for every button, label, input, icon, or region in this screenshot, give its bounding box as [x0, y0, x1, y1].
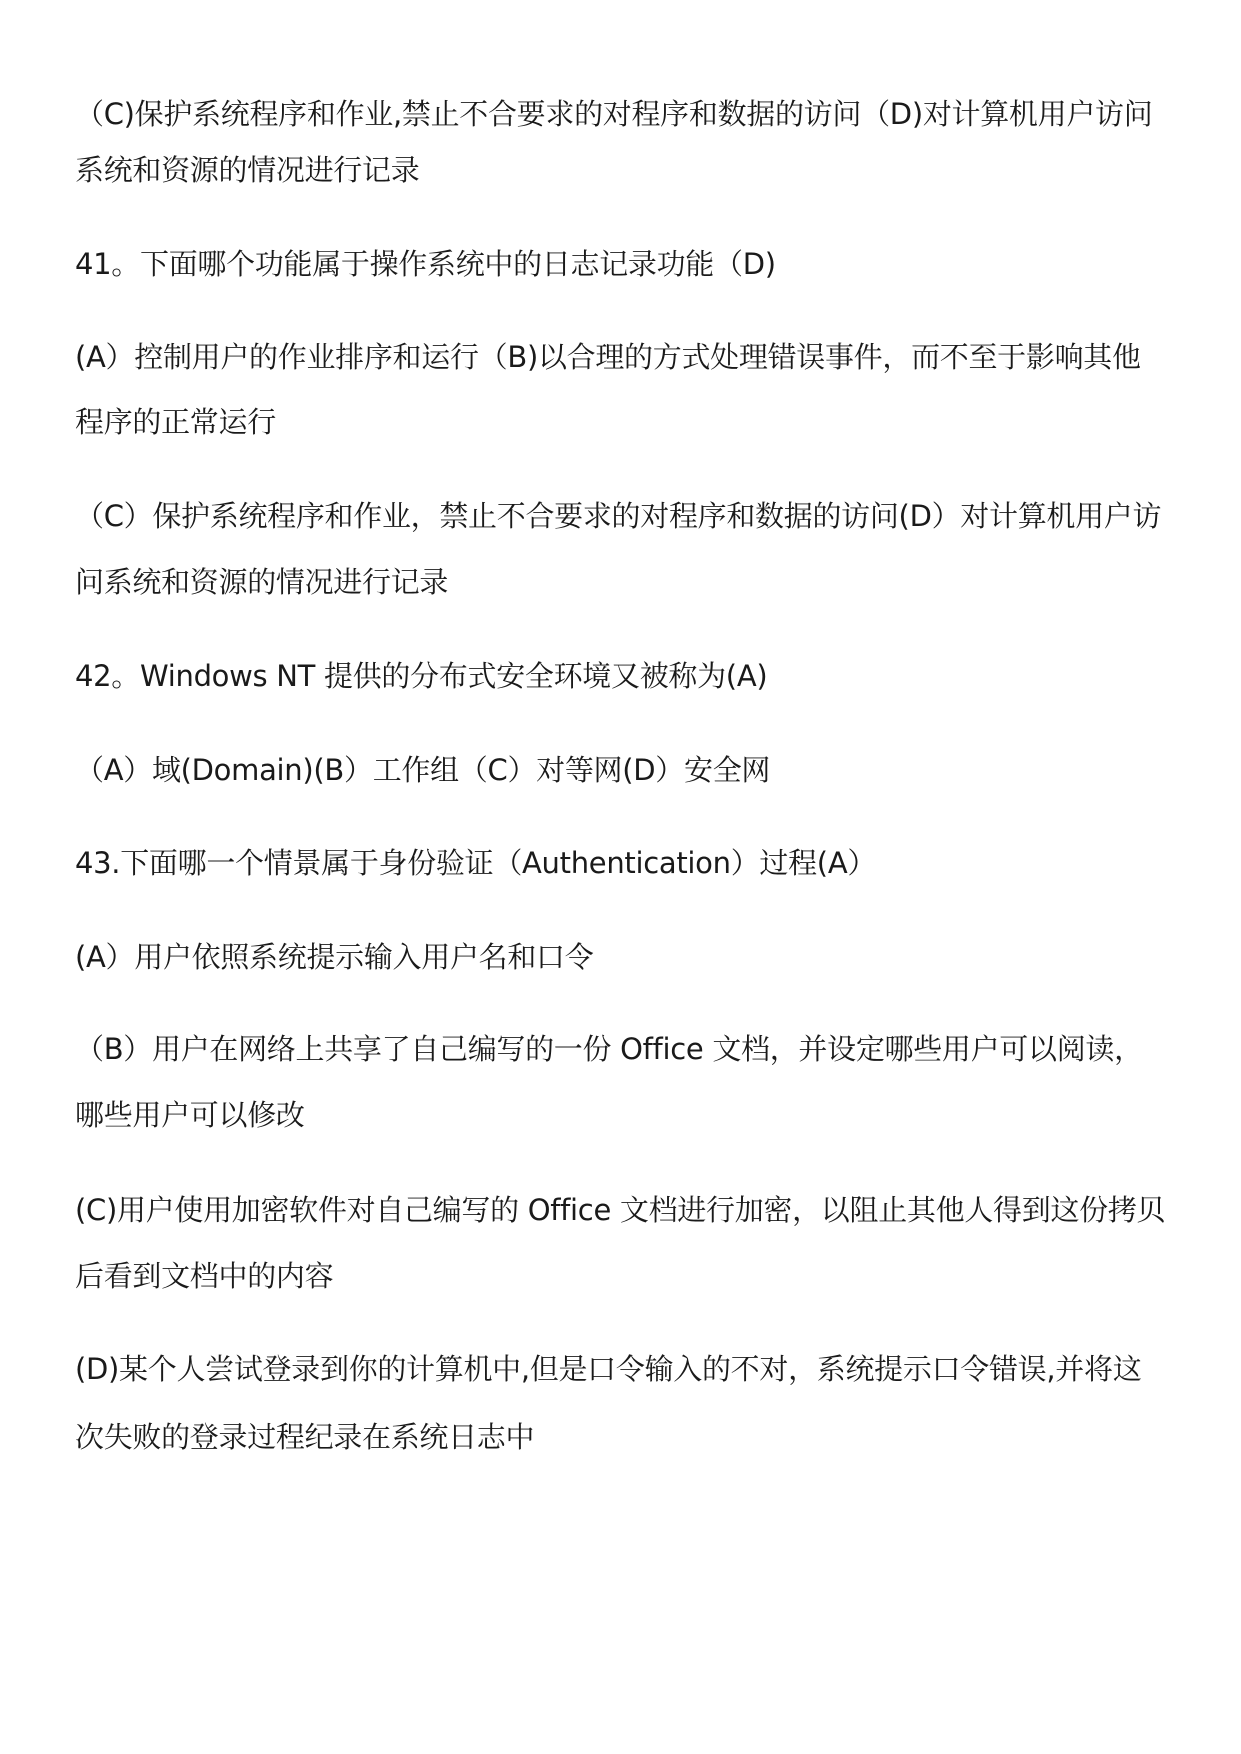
q43-option-a: (A）用户依照系统提示输入用户名和口令 — [75, 940, 594, 974]
option-c-line-2: 系统和资源的情况进行记录 — [75, 153, 420, 187]
q41-option-ab-line-1: (A）控制用户的作业排序和运行（B)以合理的方式处理错误事件，而不至于影响其他 — [75, 340, 1141, 374]
question-43: 43.下面哪一个情景属于身份验证（Authentication）过程(A） — [75, 846, 877, 880]
q43-option-c-line-1: (C)用户使用加密软件对自己编写的 Office 文档进行加密，以阻止其他人得到这份拷贝 — [75, 1193, 1166, 1227]
q43-option-d-line-2: 次失败的登录过程纪录在系统日志中 — [75, 1420, 535, 1454]
q43-option-c-line-2: 后看到文档中的内容 — [75, 1259, 334, 1293]
q43-option-b-line-1: （B）用户在网络上共享了自己编写的一份 Office 文档，并设定哪些用户可以阅读， — [75, 1032, 1143, 1066]
question-41: 41。下面哪个功能属于操作系统中的日志记录功能（D) — [75, 247, 776, 281]
q41-option-cd-line-1: （C）保护系统程序和作业，禁止不合要求的对程序和数据的访问(D）对计算机用户访 — [75, 499, 1162, 533]
question-42: 42。Windows NT 提供的分布式安全环境又被称为(A) — [75, 659, 768, 693]
q41-option-ab-line-2: 程序的正常运行 — [75, 405, 276, 439]
q43-option-b-line-2: 哪些用户可以修改 — [75, 1098, 305, 1132]
option-c-line-1: （C)保护系统程序和作业,禁止不合要求的对程序和数据的访问（D)对计算机用户访问 — [75, 97, 1153, 131]
q41-option-cd-line-2: 问系统和资源的情况进行记录 — [75, 565, 449, 599]
q42-options: （A）域(Domain)(B）工作组（C）对等网(D）安全网 — [75, 753, 771, 787]
q43-option-d-line-1: (D)某个人尝试登录到你的计算机中,但是口令输入的不对，系统提示口令错误,并将这 — [75, 1352, 1142, 1386]
